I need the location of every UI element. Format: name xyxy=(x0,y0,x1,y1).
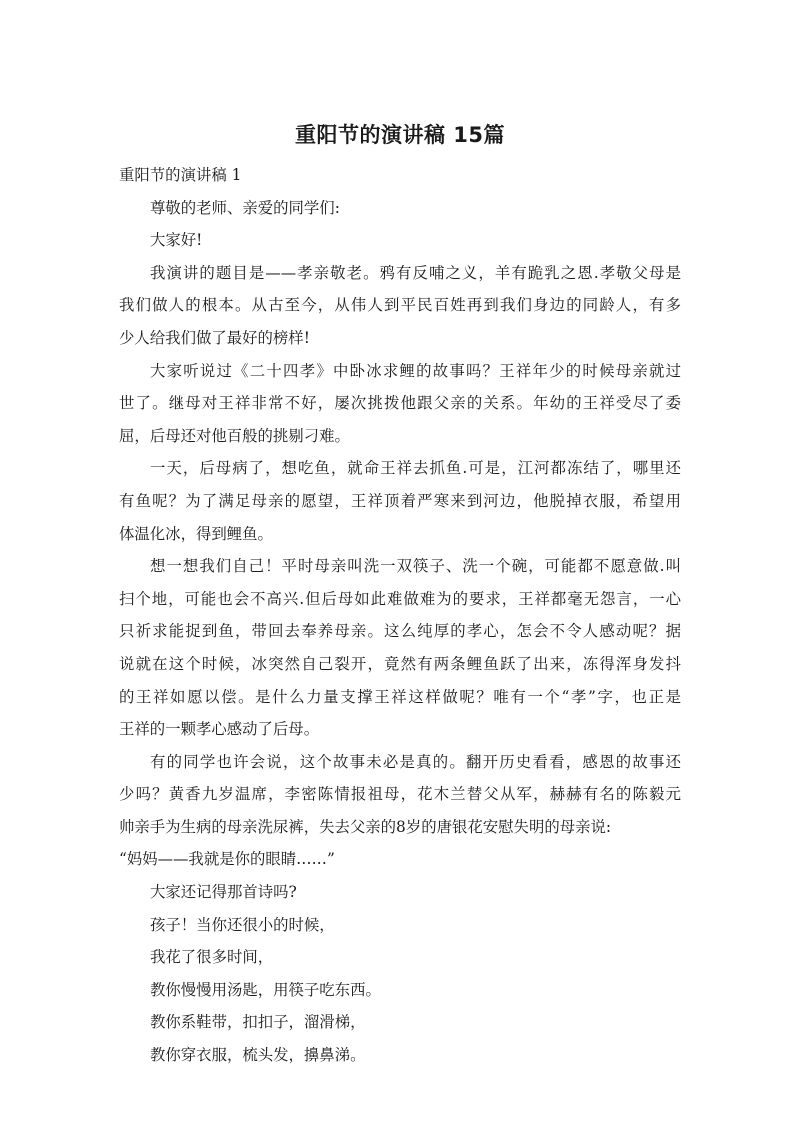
paragraph-line: 只祈求能捉到鱼，带回去奉养母亲。这么纯厚的孝心，怎会不令人感动呢？据 xyxy=(119,622,681,641)
paragraph-line: 体温化冰，得到鲤鱼。 xyxy=(119,524,273,543)
paragraph-line: 王祥的一颗孝心感动了后母。 xyxy=(119,720,320,739)
paragraph-line: 大家好! xyxy=(150,231,203,250)
paragraph-line: 世了。继母对王祥非常不好，屡次挑拨他跟父亲的关系。年幼的王祥受尽了委 xyxy=(119,394,681,413)
poem-line: 我花了很多时间， xyxy=(150,948,274,967)
paragraph-line: 大家还记得那首诗吗? xyxy=(150,883,297,902)
paragraph-line: 帅亲手为生病的母亲洗尿裤，失去父亲的8岁的唐银花安慰失明的母亲说: xyxy=(119,817,612,836)
paragraph-line: 大家听说过《二十四孝》中卧冰求鲤的故事吗？王祥年少的时候母亲就过 xyxy=(150,361,681,380)
paragraph-line: 扫个地，可能也会不高兴.但后母如此难做难为的要求，王祥都毫无怨言，一心 xyxy=(119,589,681,608)
paragraph-line: 说就在这个时候，冰突然自己裂开，竟然有两条鲤鱼跃了出来，冻得浑身发抖 xyxy=(119,654,681,673)
paragraph-line: 我演讲的题目是——孝亲敬老。鸦有反哺之义，羊有跪乳之恩.孝敬父母是 xyxy=(150,263,681,282)
paragraph-line: 想一想我们自己！平时母亲叫洗一双筷子、洗一个碗，可能都不愿意做.叫 xyxy=(150,557,681,576)
paragraph-line: 有的同学也许会说，这个故事未必是真的。翻开历史看看，感恩的故事还 xyxy=(150,752,681,771)
paragraph-line: 一天，后母病了，想吃鱼，就命王祥去抓鱼.可是，江河都冻结了，哪里还 xyxy=(150,459,681,478)
document-body xyxy=(119,159,681,1072)
paragraph-line: 有鱼呢？为了满足母亲的愿望，王祥顶着严寒来到河边，他脱掉衣服，希望用 xyxy=(119,491,681,510)
poem-line: 教你系鞋带，扣扣子，溜滑梯， xyxy=(150,1013,366,1032)
section-heading: 重阳节的演讲稿 1 xyxy=(119,166,242,184)
paragraph-line: “妈妈——我就是你的眼睛……” xyxy=(119,850,335,869)
paragraph-line: 的王祥如愿以偿。是什么力量支撑王祥这样做呢？唯有一个“孝”字，也正是 xyxy=(119,687,681,706)
paragraph-line: 尊敬的老师、亲爱的同学们: xyxy=(150,198,340,217)
paragraph-line: 少人给我们做了最好的榜样! xyxy=(119,328,310,347)
poem-line: 教你慢慢用汤匙，用筷子吃东西。 xyxy=(150,980,381,999)
document-title: 重阳节的演讲稿 15篇 xyxy=(294,123,506,147)
poem-line: 孩子！当你还很小的时候， xyxy=(150,915,335,934)
paragraph-line: 屈，后母还对他百般的挑剔刁难。 xyxy=(119,426,350,445)
paragraph-line: 我们做人的根本。从古至今，从伟人到平民百姓再到我们身边的同龄人，有多 xyxy=(119,296,681,315)
poem-line: 教你穿衣服，梳头发，擤鼻涕。 xyxy=(150,1046,366,1065)
paragraph-line: 少吗？黄香九岁温席，李密陈情报祖母，花木兰替父从军，赫赫有名的陈毅元 xyxy=(119,785,681,804)
